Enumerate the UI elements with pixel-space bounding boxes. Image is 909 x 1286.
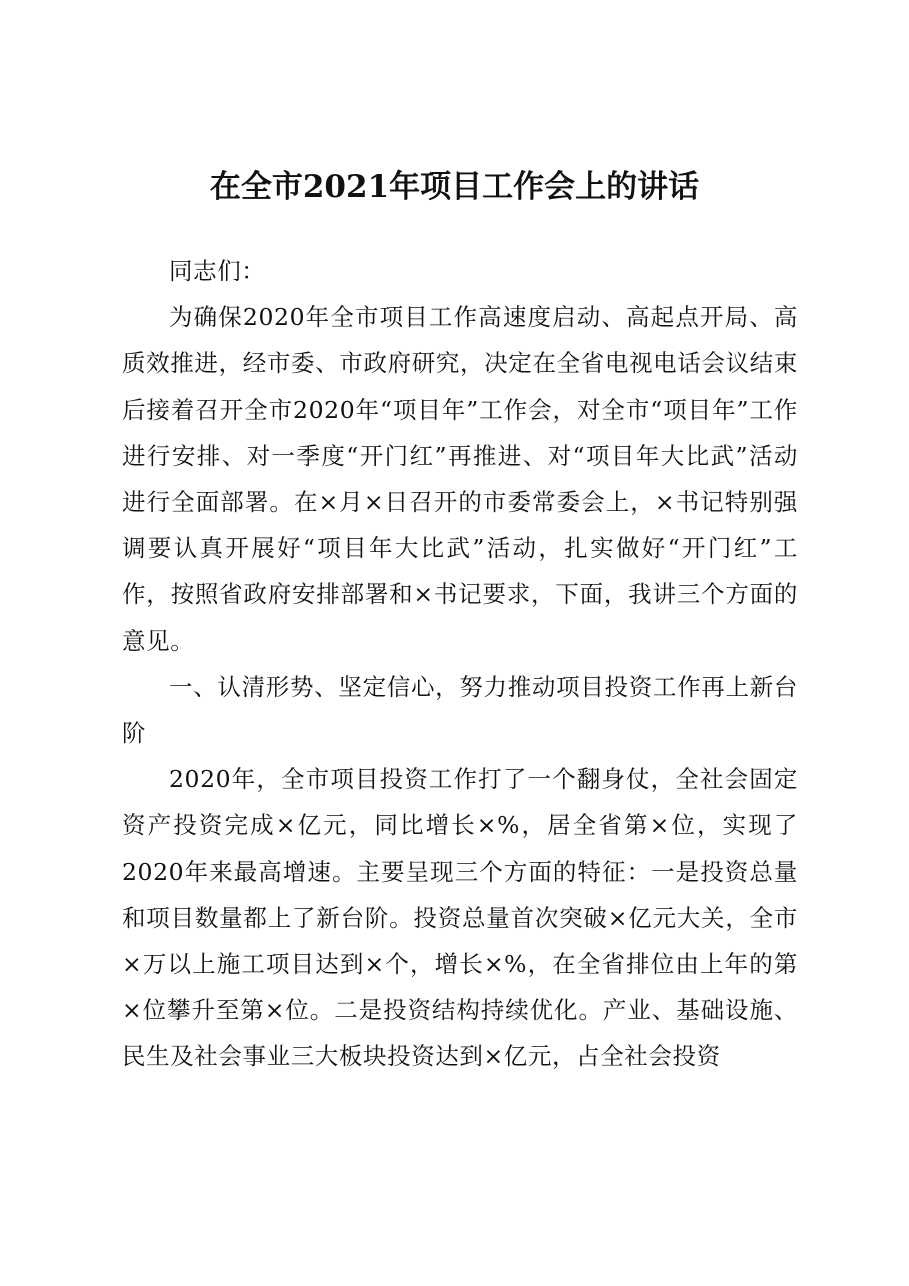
salutation-paragraph: 同志们：: [169, 257, 266, 285]
intro-paragraph: 为确保2020年全市项目工作高速度启动、高起点开局、高质效推进，经市委、市政府研究，决定在全省电视电话会议结束后接着召开全市2020年“项目年”工作会，对全市“项目年”工作进行安排、对一季度“开门红”再推进、对“项目年大比武”活动进行全面部署。在×月×日召开的市委常委会上，×书记特别强调要认真开展好“项目年大比武”活动，扎实做好“开门红”工作，按照省政府安排部署和×书记要求，下面，我讲三个方面的意见。: [122, 303, 798, 655]
body-paragraph: 2020年，全市项目投资工作打了一个翻身仗，全社会固定资产投资完成×亿元，同比增长×%，居全省第×位，实现了2020年来最高增速。主要呈现三个方面的特征：一是投资总量和项目数量都上了新台阶。投资总量首次突破×亿元大关，全市×万以上施工项目达到×个，增长×%，在全省排位由上年的第×位攀升至第×位。二是投资结构持续优化。产业、基础设施、民生及社会事业三大板块投资达到×亿元，占全社会投资: [122, 765, 798, 1071]
document-title: 在全市2021年项目工作会上的讲话: [209, 169, 700, 205]
document-body: [122, 248, 798, 1080]
section-heading-paragraph: 一、认清形势、坚定信心，努力推动项目投资工作再上新台阶: [122, 672, 798, 748]
